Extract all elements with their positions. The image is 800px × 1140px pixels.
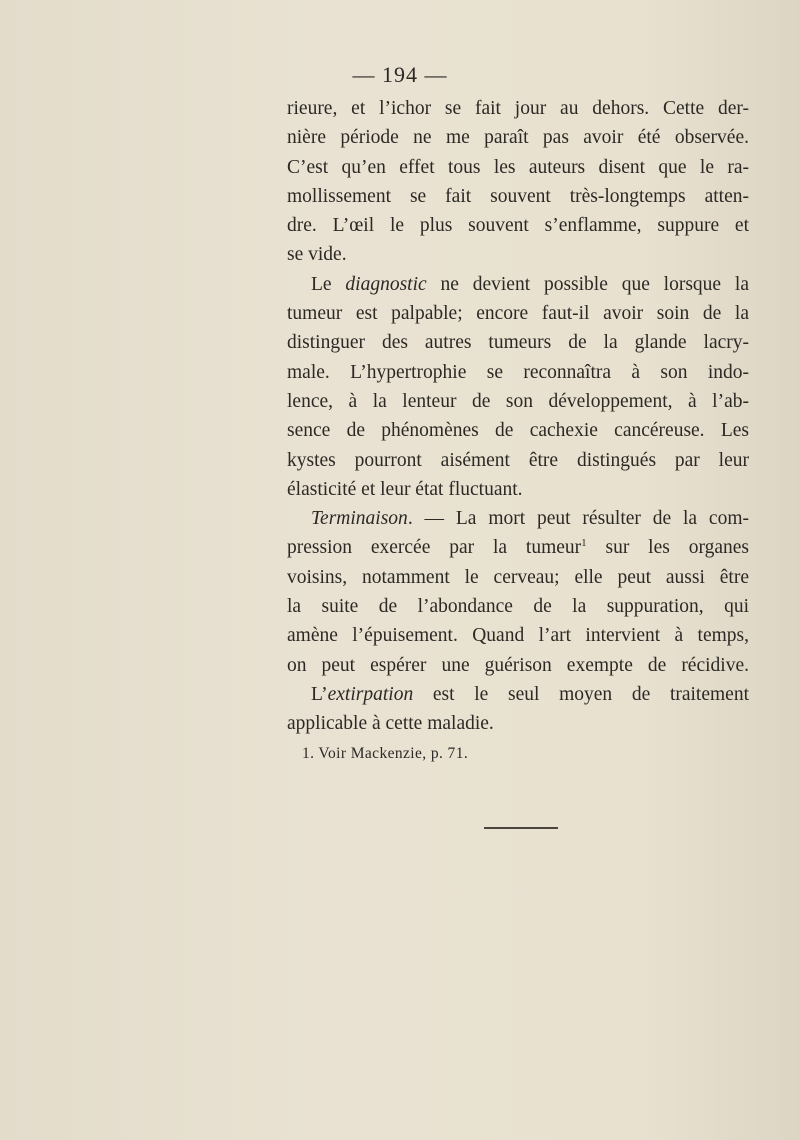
text-run: male. L’hypertrophie se reconnaîtra à son indo- <box>287 361 749 383</box>
text-run: ne devient possible que lorsque la <box>426 273 749 295</box>
text-line <box>287 328 749 357</box>
text-run: applicable à cette maladie. <box>287 713 494 735</box>
footnote: 1. Voir Mackenzie, p. 71. <box>302 745 469 762</box>
text-line <box>287 387 749 416</box>
text-run: se vide. <box>287 244 347 266</box>
text-line <box>287 94 749 123</box>
text-line <box>287 416 749 445</box>
footnote-marker: 1 <box>581 537 587 550</box>
text-line <box>287 358 749 387</box>
text-run: L’ <box>311 683 328 705</box>
text-run: est le seul moyen de traitement <box>413 683 749 705</box>
text-run: voisins, notamment le cerveau; elle peut aussi être <box>287 566 749 588</box>
text-line <box>287 621 749 650</box>
text-line <box>287 153 749 182</box>
text-run: rieure, et l’ichor se fait jour au dehors. Cette der- <box>287 98 749 119</box>
text-line <box>287 709 749 738</box>
text-run: Le <box>311 273 346 295</box>
text-run: C’est qu’en effet tous les auteurs disent que le ra- <box>287 156 749 178</box>
text-line <box>287 563 749 592</box>
text-run: amène l’épuisement. Quand l’art intervient à temps, <box>287 625 749 647</box>
text-run: distinguer des autres tumeurs de la glande lacry- <box>287 332 749 354</box>
text-line <box>287 592 749 621</box>
text-line <box>287 475 749 504</box>
text-line <box>287 299 749 328</box>
end-rule <box>484 827 558 829</box>
italic-term: Terminaison <box>311 508 408 530</box>
text-run: dre. L’œil le plus souvent s’enflamme, suppure et <box>287 215 749 237</box>
text-run: nière période ne me paraît pas avoir été observée. <box>287 127 749 149</box>
body-text <box>287 94 749 739</box>
text-line <box>287 504 749 533</box>
text-line <box>287 651 749 680</box>
text-run: . — La mort peut résulter de la com- <box>407 508 749 530</box>
text-line <box>287 680 749 709</box>
italic-term: diagnostic <box>345 273 427 295</box>
page-number: — 194 — <box>352 62 448 87</box>
text-run: mollissement se fait souvent très-longtemps atten- <box>287 185 749 207</box>
text-run: tumeur est palpable; encore faut-il avoir soin de la <box>287 303 749 325</box>
text-line <box>287 182 749 211</box>
text-run: pression exercée par la tumeur <box>287 537 582 559</box>
text-line <box>287 533 749 562</box>
text-run: la suite de l’abondance de la suppuration, qui <box>287 596 749 618</box>
text-line <box>287 123 749 152</box>
text-run: kystes pourront aisément être distingués par leur <box>287 449 749 471</box>
text-line <box>287 240 749 269</box>
text-run: on peut espérer une guérison exempte de récidive. <box>287 654 749 676</box>
text-run: sur les organes <box>586 537 749 559</box>
text-run: élasticité et leur état fluctuant. <box>287 478 523 500</box>
text-run: sence de phénomènes de cachexie cancéreuse. Les <box>287 420 749 442</box>
text-run: lence, à la lenteur de son développement, à l’ab- <box>287 390 749 412</box>
text-line <box>287 211 749 240</box>
text-line <box>287 270 749 299</box>
text-line <box>287 446 749 475</box>
italic-term: extirpation <box>327 683 414 705</box>
